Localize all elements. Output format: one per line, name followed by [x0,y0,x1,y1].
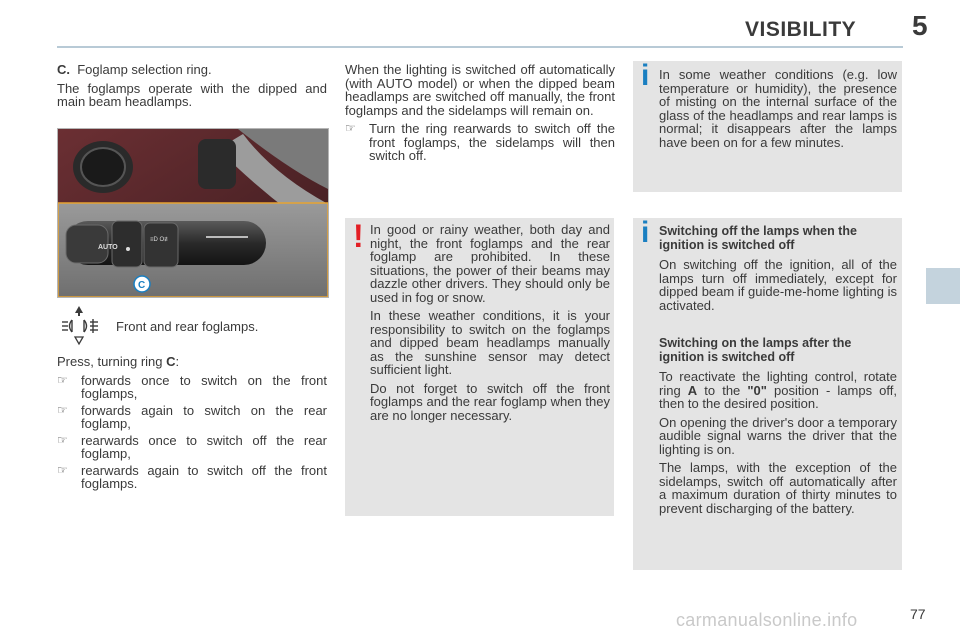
lighting-stalk-photo [57,128,329,298]
warning-para: Do not forget to switch off the front foglamps and the rear foglamp when they are no longer necessary. [370,380,610,423]
left-column [57,63,327,114]
info-box-ignition [633,218,902,570]
caption [57,63,327,77]
chapter-side-tab [926,268,960,304]
middle-column [345,63,615,166]
auto-off-text: When the lighting is switched off automatically (with AUTO model) or when the dipped beam headlamps are switched off manually, the front foglamps and the sidelamps will remain on. [345,62,615,118]
ignition-on-heading: Switching on the lamps after the ignition is switched off [659,336,852,364]
foglamp-symbol-icon [60,304,104,346]
caption-letter: C. [57,62,70,77]
stalk-illustration [58,129,328,297]
list-item: ☞ rearwards once to switch off the rear foglamp, [57,432,327,461]
ignition-off-text: On switching off the ignition, all of the lamps turn off immediately, except for dipped beam if guide-me-home lighting is activated. [659,257,897,313]
press-intro: Press, turning ring C: [57,354,180,369]
misting-text: In some weather conditions (e.g. low temperature or humidity), the presence of misting on the internal surface of the glass of the headlamps and rear lamps is normal; it disappears after the lamps have been on for a few minutes. [659,67,897,150]
page-title: VISIBILITY [745,18,857,41]
list-item: ☞ forwards again to switch on the rear foglamp, [57,402,327,431]
list-item: ☞ forwards once to switch on the front foglamps, [57,372,327,401]
foglamp-label: Front and rear foglamps. [116,319,259,334]
pointing-hand-icon: ☞ [57,432,68,447]
info-icon: i [641,59,650,92]
pointing-hand-icon: ☞ [57,372,68,387]
press-instructions [57,355,327,494]
caption-text: Foglamp selection ring. [77,62,212,77]
pointing-hand-icon: ☞ [345,121,356,135]
intro-text: The foglamps operate with the dipped and main beam headlamps. [57,80,327,109]
warning-icon: ! [353,218,364,254]
page-number: 77 [910,606,926,622]
reactivate-text: To reactivate the lighting control, rotate ring A to the "0" position - lamps off, then to the desired position. [659,369,897,411]
pointing-hand-icon: ☞ [57,402,68,417]
stalk-auto-label: AUTO [98,244,118,251]
press-ring: C [166,354,176,369]
watermark: carmanualsonline.info [676,610,858,630]
chapter-number: 5 [912,10,928,41]
warning-para: In these weather conditions, it is your responsibility to switch on the foglamps and dipped beam headlamps manually as the sunshine sensor may detect sufficient light. [370,308,610,377]
warning-para: In good or rainy weather, both day and night, the front foglamps and the rear foglamp are prohibited. In these situations, the power of their beams may dazzle other drivers. They should only be used in fog or snow. [370,222,610,305]
ignition-off-heading: Switching off the lamps when the ignition is switched off [659,224,857,252]
info-icon: i [641,216,650,249]
header-divider [57,46,903,48]
warning-box [345,218,614,516]
door-warning-text: On opening the driver's door a temporary audible signal warns the driver that the lighting is on. [659,414,897,457]
list-item: ☞ rearwards again to switch off the front foglamps. [57,462,327,491]
foglamp-row [60,304,330,348]
list-item: ☞ Turn the ring rearwards to switch off the front foglamps, the sidelamps will then switch off. [345,121,615,163]
svg-text:≡D O≢: ≡D O≢ [150,237,171,243]
ring-c-label: C [138,280,146,291]
info-box-misting [633,61,902,192]
pointing-hand-icon: ☞ [57,462,68,477]
auto-switch-off-text: The lamps, with the exception of the sidelamps, switch off automatically after a maximum duration of thirty minutes to prevent discharging of the battery. [659,460,897,516]
